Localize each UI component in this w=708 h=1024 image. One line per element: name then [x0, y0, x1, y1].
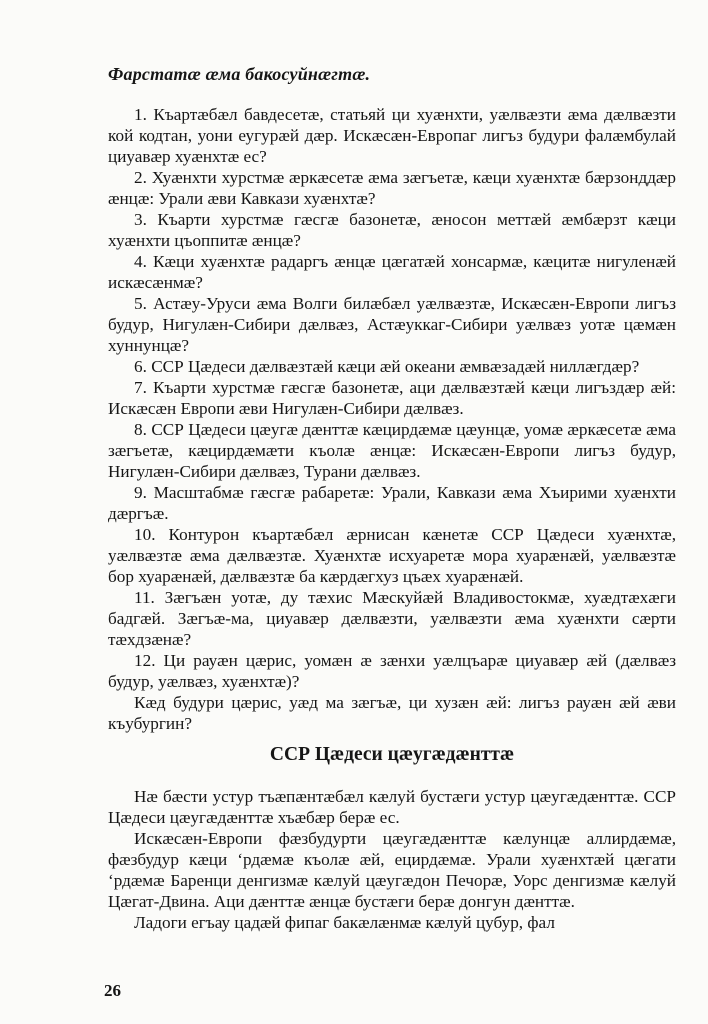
question-9: 9. Масштабмæ гæсгæ рабаретæ: Урали, Кавкази æма Хъирими хуæнхти дæргъæ. — [108, 483, 676, 523]
body-paragraph-1: Нæ бæсти устур тъæпæнтæбæл кæлуй бустæги устур цæугæдæнттæ. ССР Цæдеси цæугæдæнттæ хъæбæр берæ ес. — [108, 787, 676, 827]
page-number: 26 — [104, 981, 121, 1000]
question-3: 3. Къарти хурстмæ гæсгæ базонетæ, æносон меттæй æмбæрзт кæци хуæнхти цъоппитæ æнцæ? — [108, 210, 676, 250]
question-11: 11. Зæгъæн уотæ, ду тæхис Мæскуйæй Владивостокмæ, хуæдтæхæги бадгæй. Зæгъæ-ма, циуавæр дæлвæзти, уæлвæзти æма хуæнхти сæрти тæхдзæнæ? — [108, 588, 676, 649]
question-12-followup: Кæд будури цæрис, уæд ма зæгъæ, ци хузæн æй: лигъз рауæн æй æви къубургин? — [108, 693, 676, 733]
question-2: 2. Хуæнхти хурстмæ æркæсетæ æма зæгъетæ, кæци хуæнхтæ бæрзонддæр æнцæ: Урали æви Кавкази хуæнхтæ? — [108, 168, 676, 208]
section-body — [108, 786, 676, 933]
question-5: 5. Астæу-Уруси æма Волги билæбæл уæлвæзтæ, Искæсæн-Европи лигъз будур, Нигулæн-Сибири дæлвæз, Астæуккаг-Сибири уæлвæз уотæ цæмæн хуннунцæ? — [108, 294, 676, 355]
question-6: 6. ССР Цæдеси дæлвæзтæй кæци æй океани æмвæзадæй ниллæгдæр? — [134, 357, 640, 376]
question-7: 7. Къарти хурстмæ гæсгæ базонетæ, аци дæлвæзтæй кæци лигъздæр æй: Искæсæн Европи æви Нигулæн-Сибири дæлвæз. — [108, 378, 676, 418]
body-paragraph-3: Ладоги егъау цадæй фипаг бакæлæнмæ кæлуй цубур, фал — [134, 913, 555, 932]
question-10: 10. Контурон къартæбæл æрнисан кæнетæ ССР Цæдеси хуæнхтæ, уæлвæзтæ æма дæлвæзтæ. Хуæнхтæ исхуаретæ мора хуарæнæй, уæлвæзтæ бор хуарæнæй, дæлвæзтæ ба кæрдæгхуз цъæх хуарæнæй. — [108, 525, 676, 586]
question-4: 4. Кæци хуæнхтæ радаргъ æнцæ цæгатæй хонсармæ, кæцитæ нигуленæй искæсæнмæ? — [108, 252, 676, 292]
question-12: 12. Ци рауæн цæрис, уомæн æ зæнхи уæлцъарæ циуавæр æй (дæлвæз будур, уæлвæз, хуæнхтæ)? — [108, 651, 676, 691]
question-1: 1. Къартæбæл бавдесетæ, статьяй ци хуæнхти, уæлвæзти æма дæлвæзти кой кодтан, уони еугурæй дæр. Искæсæн-Европаг лигъз будури фалæмбулай циуавæр хуæнхтæ ес? — [108, 105, 676, 166]
question-8: 8. ССР Цæдеси цæугæ дæнттæ кæцирдæмæ цæунцæ, уомæ æркæсетæ æма зæгъетæ, кæцирдæмæти къолæ æнцæ: Искæсæн-Европи лигъз будур, Нигулæн-Сибири дæлвæз, Турани дæлвæз. — [108, 420, 676, 481]
section-title: ССР Цæдеси цæугæдæнттæ — [269, 744, 515, 765]
questions-heading: Фарстатæ æма бакосуйнæгтæ. — [108, 64, 371, 84]
questions-list — [108, 104, 676, 734]
body-paragraph-2: Искæсæн-Европи фæзбудурти цæугæдæнттæ кæлунцæ аллирдæмæ, фæзбудур кæци ‘рдæмæ къолæ æй, ецирдæмæ. Урали хуæнхтæй цæгати ‘рдæмæ Баренци денгизмæ кæлуй цæугæдон Печорæ, Уорс денгизмæ кæлуй Цæгат-Двина. Аци дæнттæ æнцæ бустæги берæ донгун дæнттæ. — [108, 829, 676, 911]
